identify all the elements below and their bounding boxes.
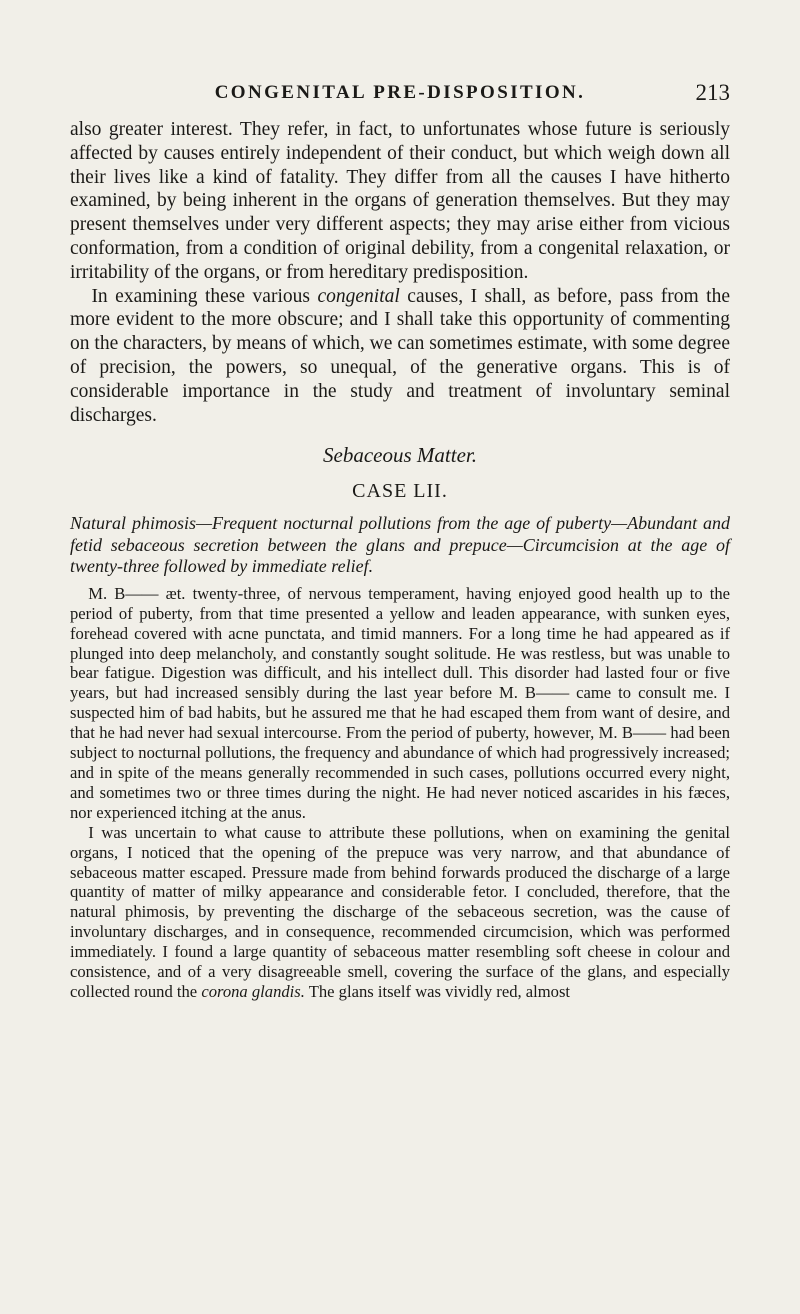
paragraph-examination [70, 823, 730, 1002]
case-title: CASE LII. [352, 480, 448, 503]
page-header [70, 80, 730, 110]
emphasis-corona-glandis: corona glandis. [201, 981, 305, 1001]
paragraph-intro: also greater interest. They refer, in fact, to unfortunates whose future is seriously affected by causes entirely independent of their conduct, but which weigh down all their lives like a kind of fatality. They differ from all the causes I have hitherto examined, by being inherent in the organs of generation themselves. But they may present themselves under very different aspects; they may arise either from vicious conformation, from a condition of original debility, from a congenital relaxation, or irritability of the organs, or from hereditary predisposition. [70, 119, 730, 283]
case-summary: Natural phimosis—Frequent nocturnal pollutions from the age of puberty—Abundant and fetid sebaceous secretion between the glans and prepuce—Circumcision at the age of twenty-three followed by immediate relief. [70, 513, 730, 577]
paragraph-case-history: M. B—— æt. twenty-three, of nervous temperament, having enjoyed good health up to the period of puberty, from that time presented a yellow and leaden appearance, with sunken eyes, forehead covered with acne punctata, and timid manners. For a long time he had appeared as if plunged into deep melancholy, and constantly sought solitude. He was restless, but was unable to bear fatigue. Digestion was difficult, and his intellect dull. This disorder had lasted four or five years, but had increased sensibly during the last year before M. B—— came to consult me. I suspected him of bad habits, but he assured me that he had escaped them from want of desire, and that he had never had sexual intercourse. From the period of puberty, however, M. B—— had been subject to nocturnal pollutions, the frequency and abundance of which had progressively increased; and in spite of the means generally recommended in such cases, pollutions occurred every night, and sometimes two or three times during the night. He had never noticed ascarides in his fæces, nor experienced itching at the anus. [70, 583, 730, 822]
paragraph-congenital-causes [70, 285, 730, 428]
body-text [70, 118, 730, 1002]
paragraph-text: causes, I shall, as before, pass from the more evident to the more obscure; and I shall take this opportunity of commenting on the characters, by means of which, we can sometimes estimate, with some degree of precision, the powers, so unequal, of the generative organs. This is of considerable importance in the study and treatment of involuntary seminal discharges. [70, 285, 730, 426]
emphasis-congenital: congenital [317, 285, 400, 307]
paragraph-text: I was uncertain to what cause to attribute these pollutions, when on examining the genital organs, I noticed that the opening of the prepuce was very narrow, and that abundance of sebaceous matter escaped. Pressure made from behind forwards produced the discharge of a large quantity of matter of milky appearance and considerable fetor. I concluded, therefore, that the natural phimosis, by preventing the discharge of the sebaceous secretion, was the cause of involuntary discharges, and in consequence, recommended circumcision, which was performed immediately. I found a large quantity of sebaceous matter resembling soft cheese in colour and consistence, and of a very disagreeable smell, covering the surface of the glans, and especially collected round the [70, 822, 730, 1001]
section-heading: Sebaceous Matter. [323, 443, 477, 468]
paragraph-text: The glans itself was vividly red, almost [304, 981, 571, 1001]
page-number: 213 [695, 80, 730, 105]
running-head: CONGENITAL PRE-DISPOSITION. [214, 82, 586, 103]
paragraph-text: In examining these various [91, 285, 318, 307]
